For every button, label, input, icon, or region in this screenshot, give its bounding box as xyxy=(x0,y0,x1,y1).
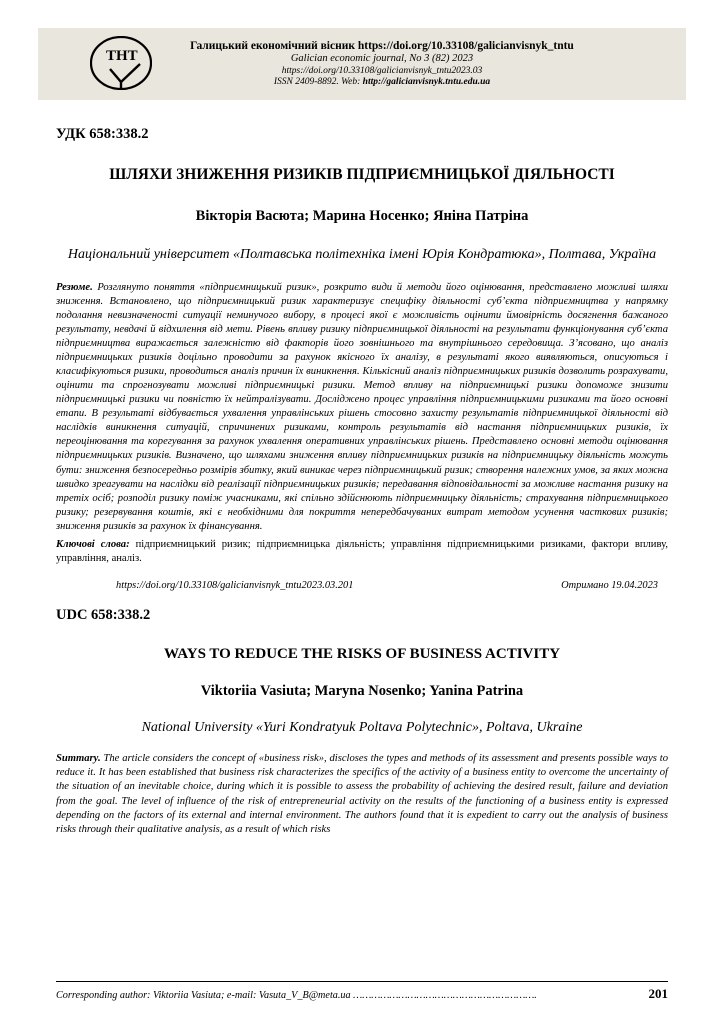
doi-received-row xyxy=(56,580,668,591)
summary-text-en: The article considers the concept of «business risk», discloses the types and methods of its assessment and presents possible ways to reduce it. It has been established that business risk characterizes the specifics of the activity of a business entity to overcome the uncertainty of the situation of an inevitable choice, during which it is possible to assess the probability of achieving the desired result, failure and deviation from the goal. The level of influence of the risk of entrepreneurial activity on the results of the functioning of a business entity is expressed depending on the factors of its external and internal environment. The authors found that it is expedient to carry out the analysis of business risks through their qualitative analysis, as a result of which risks xyxy=(56,753,668,836)
abstract-ua xyxy=(56,281,668,534)
corresponding-author: Corresponding author: Viktoriia Vasiuta; e-mail: Vasuta_V_B@meta.ua ……………………………………………………. xyxy=(56,990,537,1001)
affiliation-en: National University «Yuri Kondratyuk Poltava Polytechnic», Poltava, Ukraine xyxy=(141,720,583,736)
received-date: Отримано 19.04.2023 xyxy=(561,580,658,592)
summary-label-en: Summary. xyxy=(56,753,101,765)
tntu-logo-icon xyxy=(90,36,152,90)
keywords-label-ua: Ключові слова: xyxy=(56,538,130,550)
issn-url[interactable]: http://galicianvisnyk.tntu.edu.ua xyxy=(362,77,491,88)
authors-ua: Вікторія Васюта; Марина Носенко; Яніна Патріна xyxy=(195,207,529,224)
article-title-en: WAYS TO REDUCE THE RISKS OF BUSINESS ACTIVITY xyxy=(163,646,561,663)
journal-title-en: Galician economic journal, No 3 (82) 2023 xyxy=(290,53,474,65)
udc-code-ua: УДК 658:338.2 xyxy=(56,126,149,142)
journal-doi-line: https://doi.org/10.33108/galicianvisnyk_tntu2023.03 xyxy=(281,65,483,76)
journal-title-line: Галицький економічний вісник https://doi.org/10.33108/galicianvisnyk_tntu xyxy=(190,40,574,53)
keywords-ua xyxy=(56,538,668,566)
svg-text:ТНТ: ТНТ xyxy=(106,48,138,64)
journal-header-band xyxy=(38,28,686,100)
affiliation-ua: Національний університет «Полтавська політехніка імені Юрія Кондратюка», Полтава, Україна xyxy=(67,246,657,262)
abstract-text-ua: Розглянуто поняття «підприємницький ризик», розкрито види й методи його оцінювання, представлено можливі шляхи зниження. Встановлено, що підприємницький ризик характеризує специфіку діяльності суб’єкта підприємництва у напрямку подолання невизначеності ситуації неминучого вибору, в процесі якої є можливість оцінити ймовірність досягнення бажаного результату, невдачі й відхилення від мети. Рівень впливу ризику підприємницької діяльності на результати функціонування суб’єкта підприємництва виражається залежністю від факторів його зовнішнього та внутрішнього середовища. З’ясовано, що аналіз підприємницьких ризиків доцільно проводити за рахунок якісного їх аналізу, в результаті якого виявляються, описуються і класифікуються ризики, проводиться аналіз причин їх виникнення. Кількісний аналіз підприємницьких ризиків дозволить розрахувати, оцінити та спрогнозувати можливі підприємницькі ризики. Метод впливу на підприємницькі ризики допоможе знизити підприємницькі ризики чи повністю їх нейтралізувати. Досліджено процес управління підприємницькими ризиками та його основні етапи. В результаті відбувається ухвалення управлінських рішень стосовно захисту результатів підприємницької діяльності від наслідків виникнення ситуацій, спричинених ризиками, контроль результатів від настання підприємницьких ризиків, їх переоцінювання та корегування за рахунок ухвалення оперативних управлінських рішень. Представлено основні методи оцінювання підприємницьких ризиків. Визначено, що шляхами зниження впливу підприємницьких ризиків на підприємницьку діяльність можуть бути: зниження безпосередньо розмірів збитку, який виникає через підприємницький ризик; створення належних умов, за яких можна швидко зреагувати на наслідки від реалізації підприємницьких ризиків; передавання відповідальності за можливе настання ризику на третіх осіб; розподіл ризику поміж учасниками, які спільно здійснюють підприємницьку діяльність; страхування підприємницького ризику; резервування коштів, які є необхідними для покриття непередбачуваних витрат методом усунення часткових ризиків; зниження ризиків за рахунок їх фінансування. xyxy=(56,281,668,532)
abstract-label-ua: Резюме. xyxy=(56,281,93,293)
article-title-ua: ШЛЯХИ ЗНИЖЕННЯ РИЗИКІВ ПІДПРИЄМНИЦЬКОЇ ДІЯЛЬНОСТІ xyxy=(109,166,615,183)
journal-issn-line xyxy=(190,77,574,89)
keywords-text-ua: підприємницький ризик; підприємницька діяльність; управління підприємницькими ризиками, фактори впливу, управління, аналіз. xyxy=(56,538,668,564)
page-footer xyxy=(56,981,668,1002)
summary-en xyxy=(56,752,668,837)
article-doi[interactable]: https://doi.org/10.33108/galicianvisnyk_tntu2023.03.201 xyxy=(116,580,354,592)
page-number: 201 xyxy=(648,986,668,1001)
authors-en: Viktoriia Vasiuta; Maryna Nosenko; Yanina Patrina xyxy=(200,683,524,700)
udc-code-en: UDC 658:338.2 xyxy=(56,607,151,624)
issn-label: ISSN 2409-8892. Web: xyxy=(273,77,363,88)
